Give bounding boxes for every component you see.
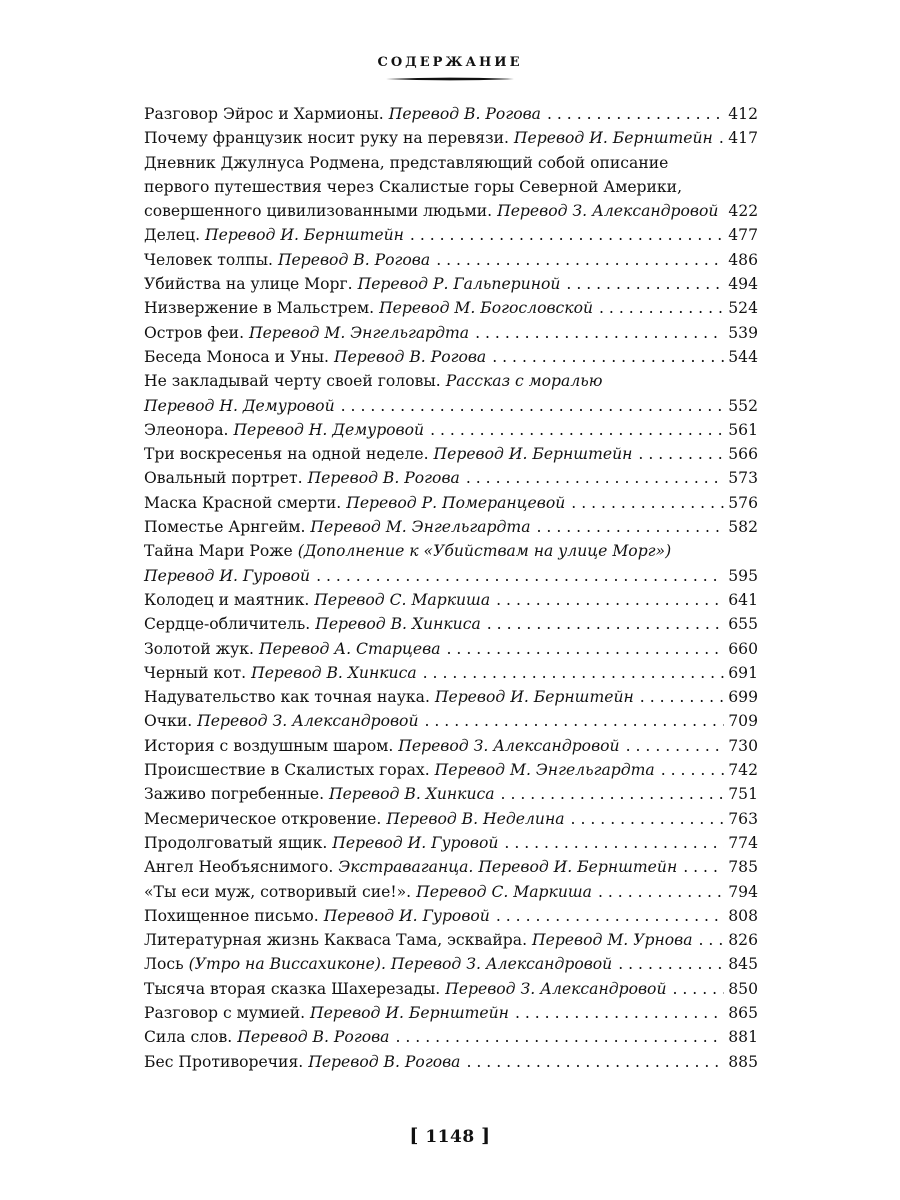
toc-entry	[144, 442, 758, 466]
toc-entry	[144, 102, 758, 126]
toc-entry	[144, 345, 758, 369]
entry-title: Беседа Моноса и Уны.	[144, 347, 330, 366]
entry-page-number: 881	[728, 1028, 758, 1047]
entry-title: совершенного цивилизованными людьми.	[144, 202, 493, 221]
entry-page-number: 561	[728, 420, 758, 439]
entry-subtitle: Экстраваганца.	[338, 858, 474, 877]
entry-translator: Перевод Р. Померанцевой	[346, 493, 566, 512]
dot-leader	[395, 1025, 724, 1049]
entry-page-number: 709	[728, 712, 758, 731]
entry-translator: Перевод В. Рогова	[307, 469, 460, 488]
entry-title: Литературная жизнь Какваса Тама, эсквайра.	[144, 931, 528, 950]
toc-entry	[144, 904, 758, 928]
entry-page-number: 576	[728, 493, 758, 512]
entry-page-number: 660	[728, 639, 758, 658]
entry-page-number: 417	[728, 129, 758, 148]
entry-translator: Перевод В. Рогова	[237, 1028, 390, 1047]
entry-translator: Перевод В. Рогова	[277, 250, 431, 269]
toc-entry	[144, 855, 758, 879]
entry-title: Очки.	[144, 712, 193, 731]
entry-translator: Перевод И. Гуровой	[323, 906, 490, 925]
dot-leader	[640, 685, 724, 709]
toc-entry	[144, 466, 758, 490]
dot-leader	[341, 394, 725, 418]
entry-page-number: 655	[728, 615, 758, 634]
toc-entry	[144, 831, 758, 855]
dot-leader	[515, 1001, 724, 1025]
toc-entry	[144, 782, 758, 806]
entry-translator: Перевод И. Бернштейн	[433, 445, 633, 464]
entry-page-number: 524	[728, 299, 758, 318]
toc-entry	[144, 1001, 758, 1025]
dot-leader	[466, 1050, 724, 1074]
dot-leader	[436, 248, 724, 272]
entry-translator: Перевод В. Неделина	[386, 809, 565, 828]
entry-title: «Ты еси муж, сотворивый сие!».	[144, 882, 412, 901]
entry-translator: Перевод М. Богословской	[379, 299, 594, 318]
dot-leader	[430, 418, 724, 442]
entry-subtitle: (Дополнение к «Убийствам на улице Морг»)	[297, 542, 672, 561]
entry-translator: Перевод И. Бернштейн	[310, 1003, 509, 1022]
dot-leader	[683, 855, 724, 879]
entry-translator: Перевод С. Маркиша	[314, 590, 491, 609]
entry-subtitle: Рассказ с моралью	[445, 372, 603, 391]
entry-title: Три воскресенья на одной неделе.	[144, 445, 429, 464]
dot-leader	[466, 466, 724, 490]
entry-translator: Перевод М. Энгельгардта	[310, 518, 531, 537]
dot-leader	[618, 952, 724, 976]
entry-translator: Перевод Н. Демуровой	[233, 420, 425, 439]
entry-page-number: 573	[728, 469, 758, 488]
toc-entry	[144, 685, 758, 709]
entry-page-number: 422	[728, 202, 759, 221]
entry-title: Месмерическое откровение.	[144, 809, 382, 828]
entry-translator: Перевод С. Маркиша	[416, 882, 592, 901]
dot-leader	[571, 491, 724, 515]
bracket-left: [	[409, 1125, 419, 1147]
entry-translator: Перевод З. Александровой	[197, 712, 419, 731]
entry-page-number: 486	[728, 250, 758, 269]
toc-entry	[144, 491, 758, 515]
entry-page-number: 412	[728, 105, 758, 123]
dot-leader	[566, 272, 724, 296]
entry-translator: Перевод В. Рогова	[333, 347, 487, 366]
entry-subtitle: (Утро на Виссахиконе).	[188, 955, 386, 974]
dot-leader	[719, 126, 724, 150]
dot-leader	[672, 977, 724, 1001]
entry-page-number: 552	[728, 396, 758, 415]
entry-translator: Перевод В. Рогова	[388, 105, 541, 123]
dot-leader	[504, 831, 724, 855]
entry-page-number: 850	[728, 979, 758, 998]
entry-translator: Перевод М. Урнова	[532, 931, 693, 950]
entry-title: Убийства на улице Морг.	[144, 275, 353, 294]
entry-title: Человек толпы.	[144, 250, 273, 269]
entry-title: Сердце-обличитель.	[144, 615, 311, 634]
toc-entry	[144, 272, 758, 296]
toc-entry	[144, 296, 758, 320]
page-number: 1148	[425, 1127, 475, 1147]
entry-title: Делец.	[144, 226, 201, 245]
entry-title: Надувательство как точная наука.	[144, 688, 430, 707]
dot-leader	[423, 661, 725, 685]
table-of-contents	[144, 102, 758, 1074]
dot-leader	[424, 709, 724, 733]
entry-page-number: 751	[728, 785, 758, 804]
toc-entry	[144, 151, 758, 224]
entry-translator: Перевод М. Энгельгардта	[434, 761, 655, 780]
dot-leader	[599, 296, 724, 320]
entry-translator: Перевод В. Хинкиса	[315, 615, 481, 634]
entry-page-number: 742	[728, 761, 758, 780]
toc-entry	[144, 612, 758, 636]
entry-page-number: 808	[728, 906, 758, 925]
entry-title: Низвержение в Мальстрем.	[144, 299, 375, 318]
entry-translator: Перевод Р. Гальпериной	[357, 275, 561, 294]
entry-title: Маска Красной смерти.	[144, 493, 342, 512]
entry-title: Бес Противоречия.	[144, 1052, 304, 1071]
toc-entry	[144, 637, 758, 661]
entry-page-number: 865	[728, 1003, 758, 1022]
toc-entry	[144, 661, 758, 685]
entry-page-number: 566	[728, 445, 758, 464]
toc-entry	[144, 321, 758, 345]
toc-entry	[144, 588, 758, 612]
running-header	[0, 55, 900, 82]
entry-translator: Перевод И. Бернштейн	[478, 858, 678, 877]
entry-title: Лось	[144, 955, 184, 974]
dot-leader	[447, 637, 725, 661]
entry-title: Тайна Мари Роже	[144, 542, 293, 561]
dot-leader	[537, 515, 725, 539]
entry-translator: Перевод И. Бернштейн	[205, 226, 404, 245]
entry-page-number: 763	[728, 809, 758, 828]
dot-leader	[547, 102, 724, 126]
entry-translator: Перевод З. Александровой	[497, 202, 719, 221]
toc-entry	[144, 952, 758, 976]
toc-entry	[144, 734, 758, 758]
toc-entry	[144, 807, 758, 831]
entry-title: Дневник Джулнуса Родмена, представляющий собой описание	[144, 153, 669, 172]
entry-page-number: 595	[728, 566, 758, 585]
dot-leader	[475, 321, 724, 345]
entry-translator: Перевод З. Александровой	[445, 979, 667, 998]
toc-entry	[144, 248, 758, 272]
toc-entry	[144, 1025, 758, 1049]
entry-page-number: 699	[728, 688, 758, 707]
entry-title: Не закладывай черту своей головы.	[144, 372, 441, 391]
bracket-right: ]	[481, 1125, 491, 1147]
entry-translator: Перевод А. Старцева	[258, 639, 441, 658]
entry-title: Похищенное письмо.	[144, 906, 319, 925]
entry-translator: Перевод З. Александровой	[398, 736, 620, 755]
entry-translator: Перевод М. Энгельгардта	[249, 323, 470, 342]
entry-page-number: 885	[728, 1052, 758, 1071]
dot-leader	[699, 928, 725, 952]
entry-translator: Перевод И. Гуровой	[144, 566, 311, 585]
entry-title: Колодец и маятник.	[144, 590, 310, 609]
entry-translator: Перевод В. Рогова	[308, 1052, 461, 1071]
entry-page-number: 477	[728, 226, 758, 245]
dot-leader	[492, 345, 724, 369]
entry-translator: Перевод И. Бернштейн	[434, 688, 634, 707]
entry-page-number: 691	[728, 663, 758, 682]
toc-entry	[144, 1050, 758, 1074]
toc-entry	[144, 977, 758, 1001]
entry-title: Сила слов.	[144, 1028, 233, 1047]
entry-page-number: 494	[728, 275, 758, 294]
entry-title: Заживо погребенные.	[144, 785, 325, 804]
dot-leader	[501, 782, 725, 806]
toc-entry	[144, 126, 758, 150]
dot-leader	[626, 734, 725, 758]
page-title: СОДЕРЖАНИЕ	[377, 55, 523, 70]
entry-page-number: 730	[728, 736, 758, 755]
dot-leader	[410, 223, 724, 247]
toc-entry	[144, 223, 758, 247]
entry-page-number: 641	[728, 590, 758, 609]
entry-translator: Перевод В. Хинкиса	[251, 663, 417, 682]
entry-title: Тысяча вторая сказка Шахерезады.	[144, 979, 441, 998]
entry-title: Продолговатый ящик.	[144, 833, 328, 852]
entry-title: первого путешествия через Скалистые горы Северной Америки,	[144, 177, 683, 196]
entry-page-number: 785	[728, 858, 758, 877]
entry-translator: Перевод Н. Демуровой	[144, 396, 335, 415]
toc-entry	[144, 709, 758, 733]
entry-title: Разговор Эйрос и Хармионы.	[144, 105, 384, 123]
dot-leader	[598, 880, 724, 904]
entry-title: История с воздушным шаром.	[144, 736, 394, 755]
entry-translator: Перевод З. Александровой	[390, 955, 613, 974]
dot-leader	[496, 588, 724, 612]
toc-entry	[144, 928, 758, 952]
toc-entry	[144, 369, 758, 418]
page-footer	[0, 1125, 900, 1147]
toc-entry	[144, 418, 758, 442]
entry-title: Овальный портрет.	[144, 469, 303, 488]
dot-leader	[638, 442, 724, 466]
entry-title: Черный кот.	[144, 663, 247, 682]
toc-entry	[144, 539, 758, 588]
entry-page-number: 774	[728, 833, 758, 852]
entry-title: Разговор с мумией.	[144, 1003, 306, 1022]
entry-page-number: 794	[728, 882, 758, 901]
dot-leader	[316, 564, 724, 588]
entry-title: Поместье Арнгейм.	[144, 518, 306, 537]
entry-title: Ангел Необъяснимого.	[144, 858, 334, 877]
entry-title: Остров феи.	[144, 323, 245, 342]
entry-translator: Перевод И. Гуровой	[332, 833, 499, 852]
entry-page-number: 826	[728, 931, 758, 950]
toc-entry	[144, 880, 758, 904]
entry-page-number: 544	[728, 347, 758, 366]
toc-entry	[144, 758, 758, 782]
entry-page-number: 845	[728, 955, 758, 974]
entry-page-number: 539	[728, 323, 758, 342]
entry-translator: Перевод И. Бернштейн	[513, 129, 713, 148]
toc-entry	[144, 515, 758, 539]
dot-leader	[487, 612, 724, 636]
entry-title: Почему французик носит руку на перевязи.	[144, 129, 509, 148]
entry-translator: Перевод В. Хинкиса	[329, 785, 495, 804]
dot-leader	[571, 807, 725, 831]
ornamental-rule	[386, 76, 514, 82]
entry-title: Золотой жук.	[144, 639, 254, 658]
entry-title: Происшествие в Скалистых горах.	[144, 761, 430, 780]
dot-leader	[661, 758, 725, 782]
dot-leader	[496, 904, 724, 928]
entry-title: Элеонора.	[144, 420, 229, 439]
entry-page-number: 582	[728, 518, 758, 537]
